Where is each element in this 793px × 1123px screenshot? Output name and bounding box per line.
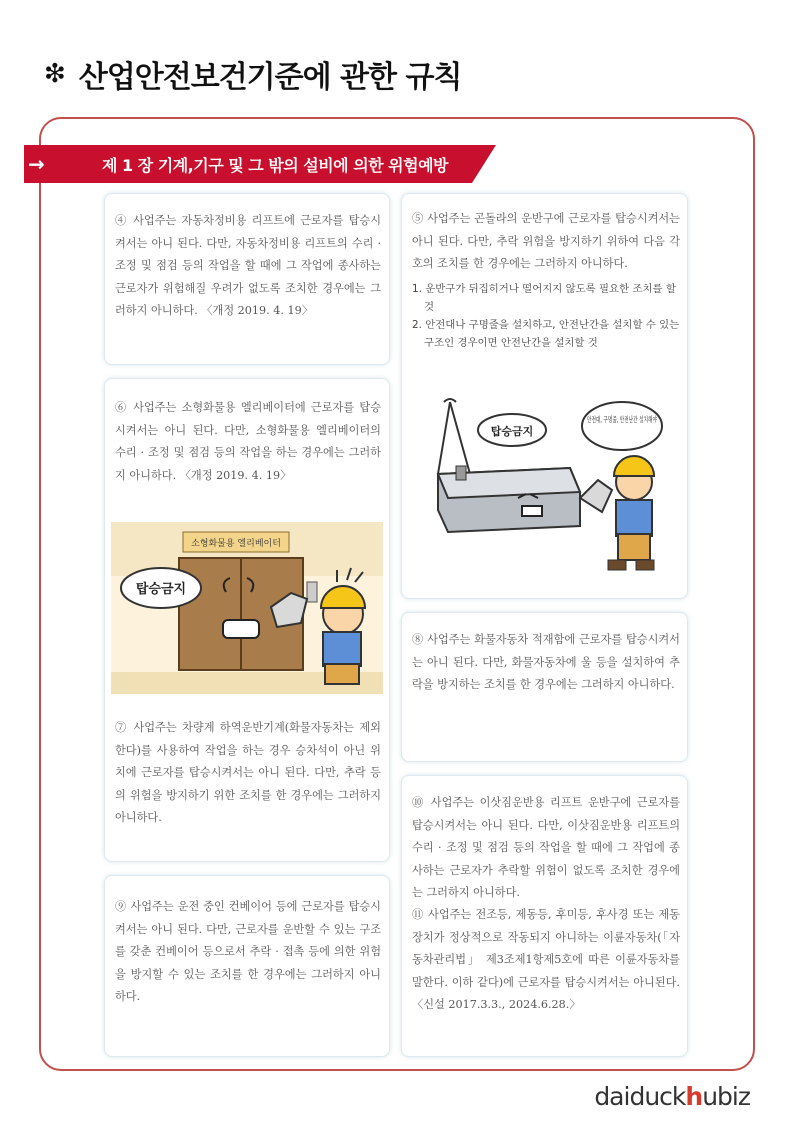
chapter-title: 제 1 장 기계,기구 및 그 밖의 설비에 의한 위험예방: [102, 156, 449, 175]
list-item: 1. 운반구가 뒤집히거나 떨어지지 않도록 필요한 조치를 할 것: [412, 283, 676, 313]
logo-text-2: h: [685, 1082, 703, 1111]
section-4-text: ④ 사업주는 자동차정비용 리프트에 근로자를 탑승시켜서는 아니 된다. 다만, 자동차정비용 리프트의 수리 · 조정 및 점검 등의 작업을 할 때에 그 작업에 종사하는 근로자가 위험해질 우려가 없도록 조치한 경우에는 그러하지 아니하다. 〈개정 2019. 4. 19〉: [115, 214, 381, 317]
brand-logo: [594, 1082, 750, 1111]
list-item: 2. 안전대나 구명줄을 설치하고, 안전난간을 설치할 수 있는 구조인 경우이면 안전난간을 설치할 것: [412, 319, 680, 349]
section-10-text: ⑩ 사업주는 이삿짐운반용 리프트 운반구에 근로자를 탑승시켜서는 아니 된다. 다만, 이삿짐운반용 리프트의 수리 · 조정 및 점검 등의 작업을 할 때에 그 작업에 종사하는 근로자가 추락할 위험이 없도록 조치한 경우에는 그러하지 아니하다.: [412, 796, 680, 899]
gondola-illustration: [430, 402, 701, 588]
gondola-bubble-text: 탑승금지: [490, 425, 534, 438]
section-card-10-11: [401, 775, 688, 1057]
elevator-sign-text: 소형화물용 엘리베이터: [191, 539, 281, 549]
chapter-ribbon: [24, 145, 496, 183]
elevator-bubble-text: 탑승금지: [135, 582, 187, 597]
section-9-text: ⑨ 사업주는 운전 중인 컨베이어 등에 근로자를 탑승시켜서는 아니 된다. 다만, 근로자를 운반할 수 있는 구조를 갖춘 컨베이어 등으로서 추락 · 접촉 등에 의한 위험을 방지할 수 있는 조치를 한 경우에는 그러하지 아니하다.: [115, 900, 381, 1003]
section-card-6-7: [104, 378, 390, 862]
section-5-list: [412, 280, 680, 352]
section-card-9: [104, 875, 390, 1057]
logo-text-1: daiduck: [594, 1082, 686, 1111]
gondola-worker-bubble-text: 안전대, 구명줄, 안전난간 설치해야: [587, 415, 701, 424]
asterisk-icon: ❇: [44, 59, 65, 89]
section-8-text: ⑧ 사업주는 화물자동차 적재함에 근로자를 탑승시켜서는 아니 된다. 다만, 화물자동차에 울 등을 설치하여 추락을 방지하는 조치를 한 경우에는 그러하지 아니하다.: [412, 633, 680, 691]
section-7-text: ⑦ 사업주는 차량계 하역운반기계(화물자동차는 제외한다)를 사용하여 작업을 하는 경우 승차석이 아닌 위치에 근로자를 탑승시켜서는 아니 된다. 다만, 추락 등의 위험을 방지하기 위한 조치를 한 경우에는 그러하지 아니하다.: [115, 721, 381, 824]
section-5-text: ⑤ 사업주는 곤돌라의 운반구에 근로자를 탑승시켜서는 아니 된다. 다만, 추락 위험을 방지하기 위하여 다음 각 호의 조치를 한 경우에는 그러하지 아니하다.: [412, 212, 680, 270]
elevator-illustration: [111, 522, 383, 694]
logo-text-3: ubiz: [702, 1082, 750, 1111]
arrow-right-icon: →: [28, 152, 45, 176]
section-card-5: [401, 193, 701, 599]
page-title: [44, 52, 461, 96]
section-card-8: [401, 612, 688, 762]
section-card-4: [104, 193, 390, 365]
section-11-text: ⑪ 사업주는 전조등, 제동등, 후미등, 후사경 또는 제동장치가 정상적으로 작동되지 아니하는 이륜자동차(「자동차관리법」 제3조제1항제5호에 따른 이륜자동차를 말한다. 이하 같다)에 근로자를 탑승시켜서는 아니된다. 〈신설 2017.3.3., 2024.6.28.〉: [412, 908, 680, 1011]
section-6-text: ⑥ 사업주는 소형화물용 엘리베이터에 근로자를 탑승시켜서는 아니 된다. 다만, 소형화물용 엘리베이터의 수리 · 조정 및 점검 등의 작업을 하는 경우에는 그러하지 아니하다. 〈개정 2019. 4. 19〉: [115, 401, 381, 482]
page-title-text: 산업안전보건기준에 관한 규칙: [78, 60, 462, 95]
